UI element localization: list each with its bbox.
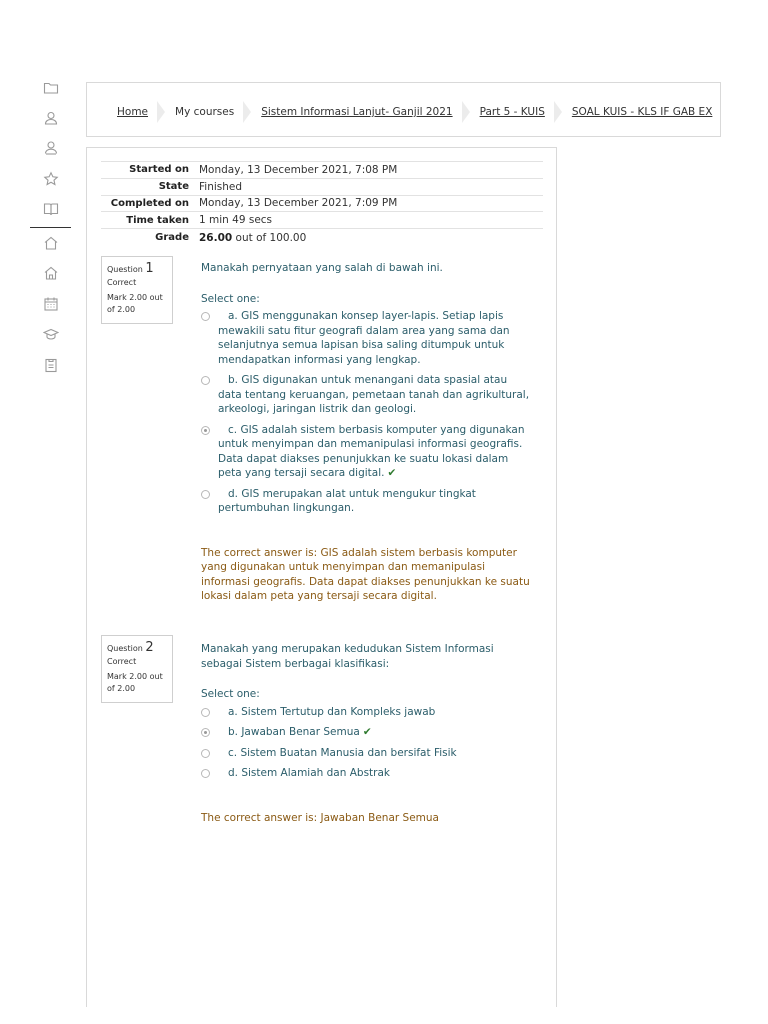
radio-button[interactable] [201,708,210,717]
radio-button-selected[interactable] [201,426,210,435]
time-taken-value: 1 min 49 secs [199,214,273,227]
breadcrumb-course[interactable]: Sistem Informasi Lanjut- Ganjil 2021 [261,106,453,118]
correct-answer-feedback: The correct answer is: GIS adalah sistem berbasis komputer yang digunakan untuk menyimpan dan memanipulasi informasi geografis. Data dapat diakses penunjukkan ke suatu lokasi dalam peta yang tersaji secara digital. [201,546,530,602]
question-mark: Mark 2.00 out of 2.00 [107,293,163,314]
graduation-cap-icon[interactable] [43,326,59,342]
question-number: Question 1 [107,261,154,276]
answer-option-c[interactable] [201,423,531,481]
answer-option-a[interactable] [201,705,531,720]
quiz-review-panel [86,147,557,1007]
question-text: Manakah yang merupakan kedudukan Sistem Informasi sebagai Sistem berbagai klasifikasi: [201,643,494,670]
home-alt-icon[interactable] [43,265,59,281]
calendar-icon[interactable] [43,296,59,312]
rail-divider [30,227,71,228]
breadcrumb-section[interactable]: Part 5 - KUIS [479,106,545,118]
grade-value [199,232,306,244]
completed-label: Completed on [110,197,189,209]
summary-row-state [101,179,543,196]
checkmark-icon: ✔ [362,726,372,738]
breadcrumb-separator [157,101,166,123]
question-body-2 [201,642,531,825]
breadcrumb-my-courses: My courses [175,106,235,118]
radio-button[interactable] [201,376,210,385]
breadcrumb-container [86,82,721,137]
option-text: c. Sistem Buatan Manusia dan bersifat Fisik [228,746,457,759]
radio-button[interactable] [201,312,210,321]
home-icon[interactable] [43,235,59,251]
option-text: a. GIS menggunakan konsep layer-lapis. Setiap lapis mewakili satu fitur geografi dalam area yang sama dan selanjutnya semua lapisan bisa saling ditumpuk untuk mendapatkan informasi yang lengkap. [218,310,510,366]
started-value: Monday, 13 December 2021, 7:08 PM [199,163,398,176]
grade-score: 26.00 [199,231,233,244]
summary-row-started [101,162,543,179]
option-text: d. Sistem Alamiah dan Abstrak [228,767,391,779]
option-text: d. GIS merupakan alat untuk mengukur tingkat pertumbuhan lingkungan. [218,487,476,514]
answer-option-d[interactable] [201,766,531,781]
star-icon[interactable] [43,171,59,187]
select-one-label: Select one: [201,688,260,700]
breadcrumb-home[interactable]: Home [117,106,149,118]
question-info-1 [101,256,173,324]
answer-option-b[interactable] [201,373,531,417]
correct-answer-feedback: The correct answer is: Jawaban Benar Semua [201,811,439,824]
option-text: c. GIS adalah sistem berbasis komputer yang digunakan untuk menyimpan dan memanipulasi informasi geografis. Data dapat diakses penunjukkan ke suatu lokasi dalam peta yang tersaji secara digital. [218,423,525,479]
select-one-label: Select one: [201,292,260,305]
summary-row-completed [101,196,543,213]
clipboard-icon[interactable] [43,357,59,373]
user-icon[interactable] [43,110,59,126]
summary-row-time [101,212,543,229]
grade-label: Grade [155,232,189,244]
radio-button-selected[interactable] [201,728,210,737]
time-taken-label: Time taken [126,214,189,226]
radio-button[interactable] [201,769,210,778]
checkmark-icon: ✔ [387,467,397,479]
answer-option-d[interactable] [201,487,531,516]
breadcrumb-quiz[interactable]: SOAL KUIS - KLS IF GAB EX [571,106,713,118]
answer-option-b[interactable] [201,725,531,740]
question-text: Manakah pernyataan yang salah di bawah ini. [201,262,443,274]
option-text-wrap [218,725,372,740]
question-body-1 [201,261,531,604]
breadcrumb-separator [462,101,471,123]
option-text: b. Jawaban Benar Semua [228,726,360,738]
users-icon[interactable] [43,140,59,156]
radio-button[interactable] [201,749,210,758]
completed-value: Monday, 13 December 2021, 7:09 PM [199,197,398,210]
grade-total: out of 100.00 [232,231,307,244]
question-mark: Mark 2.00 out of 2.00 [107,672,163,693]
answer-option-a[interactable] [201,309,531,367]
state-label: State [158,181,189,193]
breadcrumb-separator [243,101,252,123]
radio-button[interactable] [201,490,210,499]
breadcrumb [117,101,712,123]
option-text: a. Sistem Tertutup dan Kompleks jawab [228,705,436,718]
answer-option-c[interactable] [201,746,531,761]
attempt-summary-table [101,161,543,246]
folder-icon[interactable] [43,80,59,96]
started-label: Started on [129,164,189,176]
book-icon[interactable] [43,201,59,217]
question-info-2 [101,635,173,703]
state-value: Finished [199,180,243,193]
option-text: b. GIS digunakan untuk menangani data spasial atau data tentang keruangan, pemetaan tanah dan agrikultural, arkeologi, jaringan listrik dan geologi. [218,374,530,415]
question-state: Correct [107,278,137,287]
breadcrumb-separator [554,101,563,123]
summary-row-grade [101,229,543,246]
question-number: Question 2 [107,640,154,655]
question-state: Correct [107,657,137,666]
option-text-wrap [218,423,531,481]
